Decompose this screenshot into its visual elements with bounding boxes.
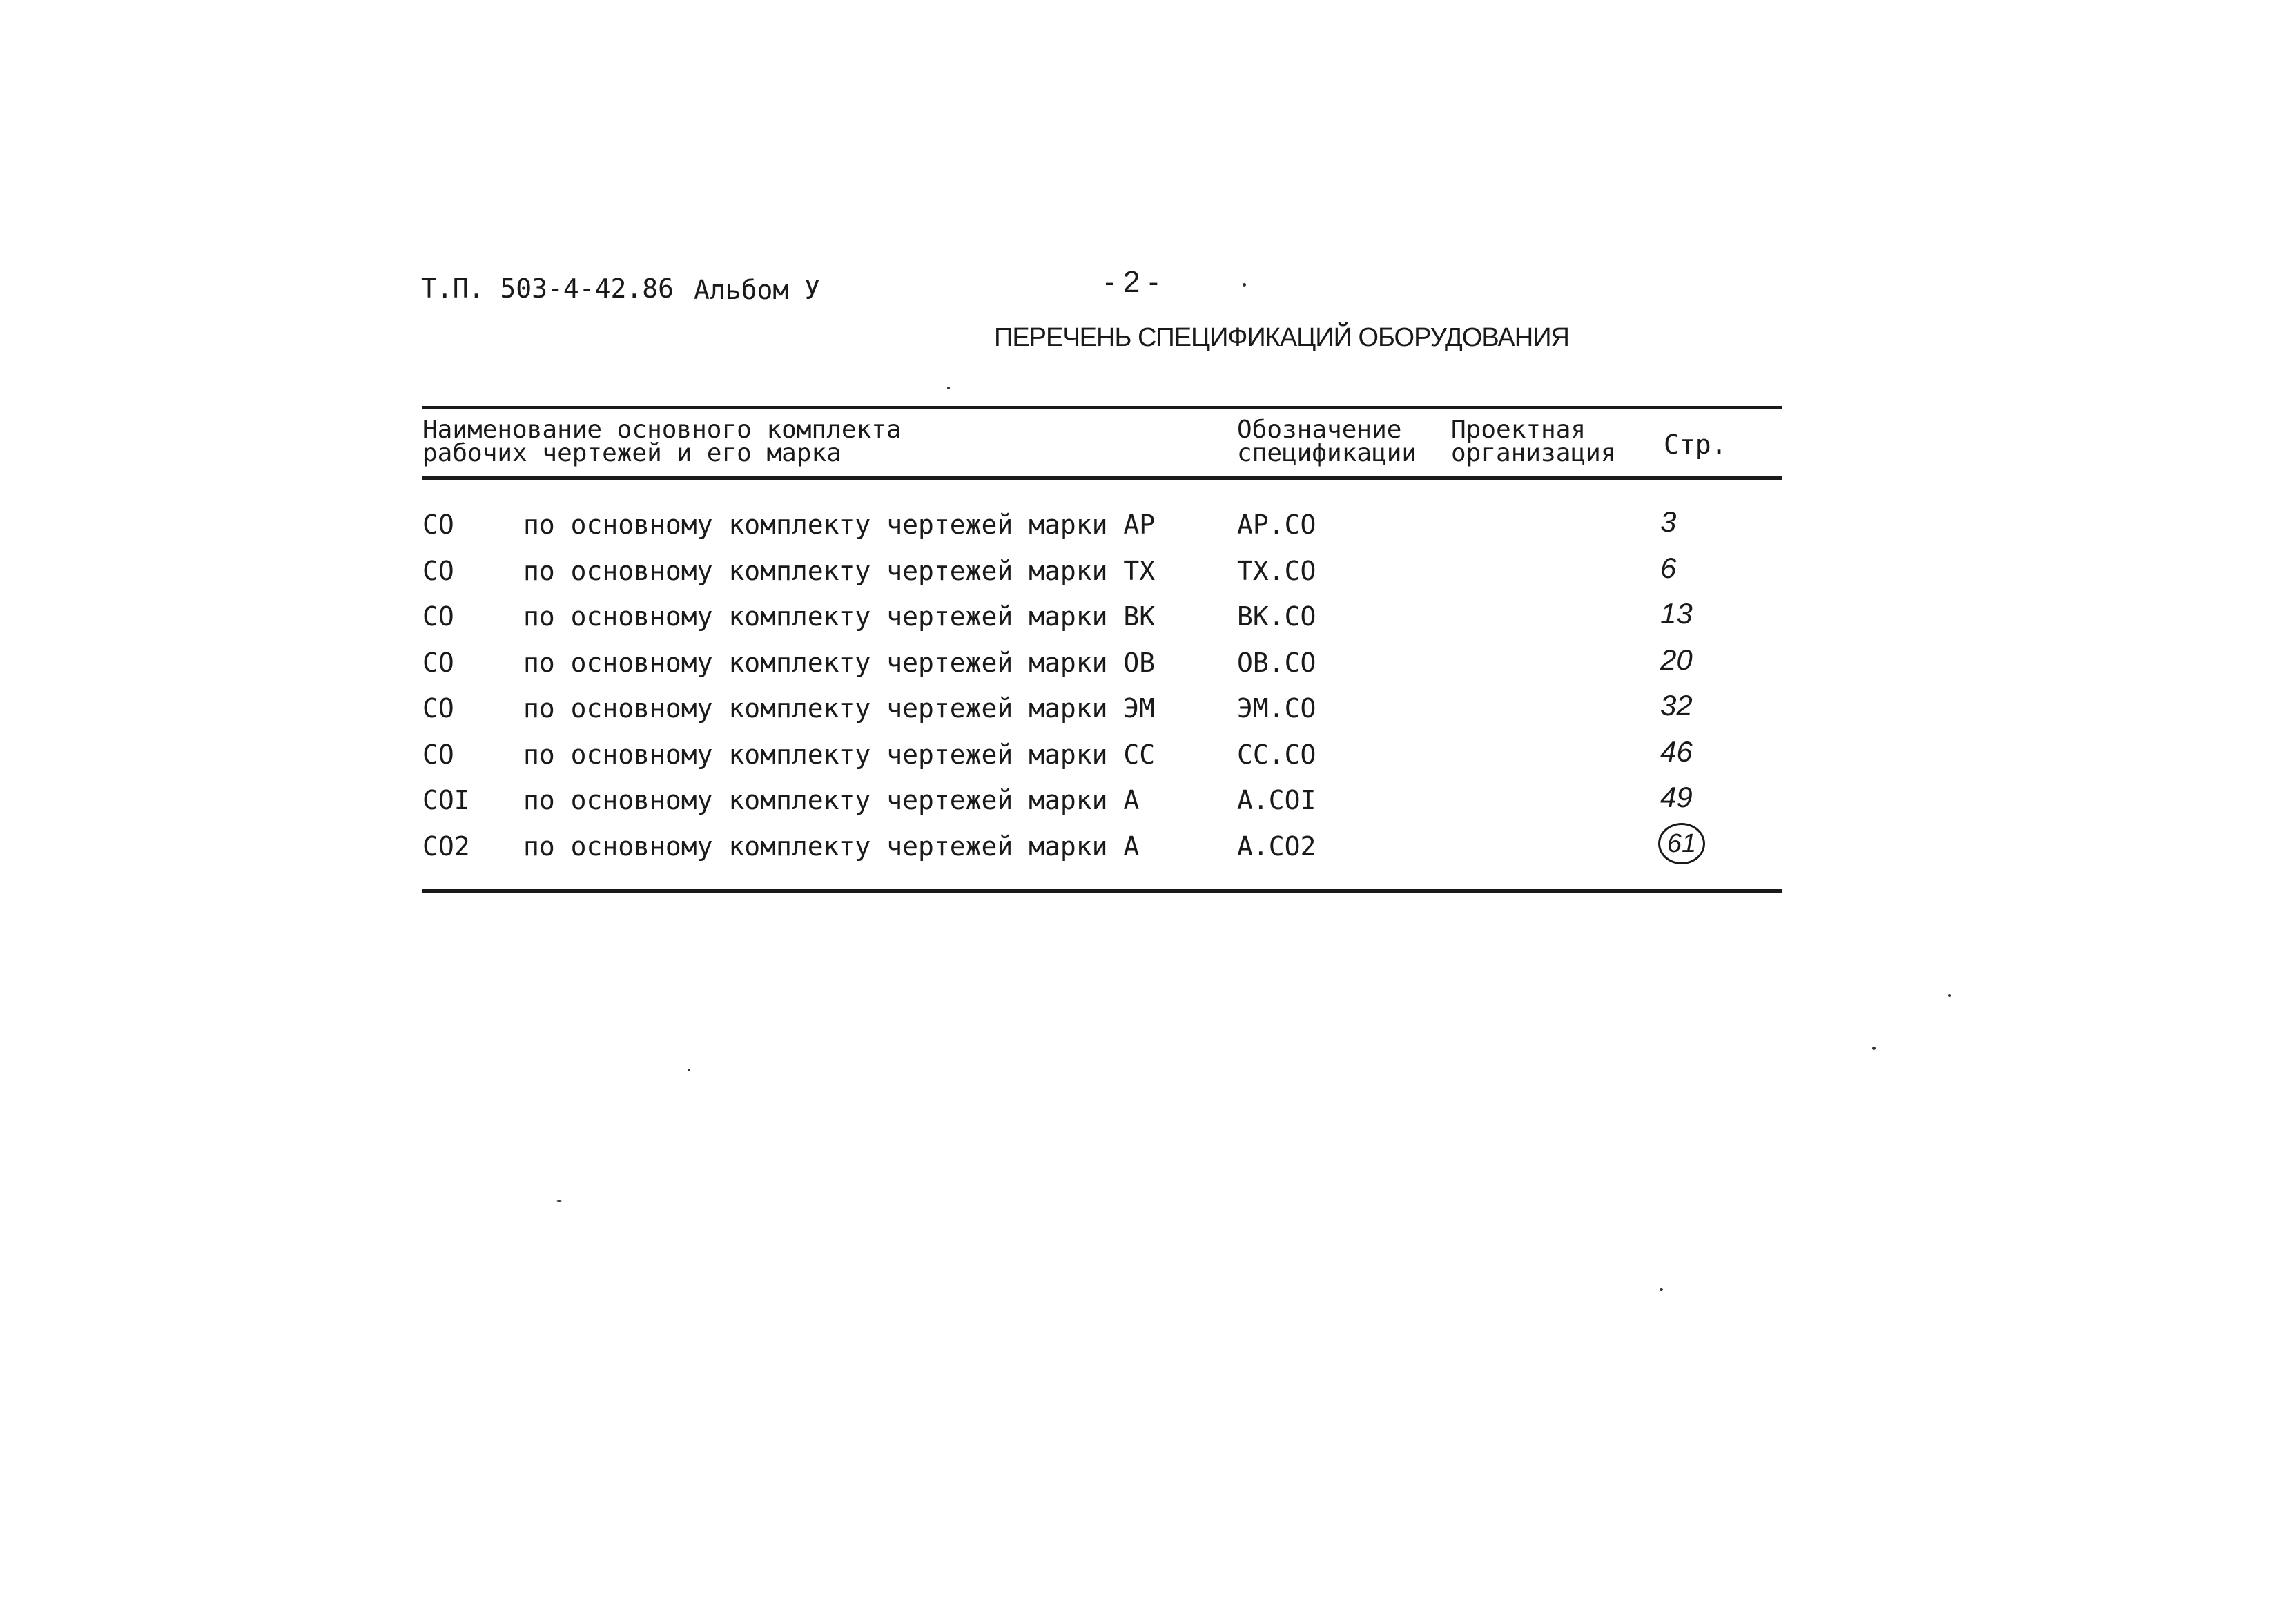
row-page: 13 <box>1660 597 1693 630</box>
page-number: - 2 - <box>1105 265 1159 299</box>
scan-speck <box>556 1200 562 1202</box>
row-page: 49 <box>1660 781 1693 813</box>
row-spec: ОВ.СО <box>1237 647 1316 678</box>
column-header-name <box>422 418 902 465</box>
row-description: по основному комплекту чертежей марки АР <box>523 510 1156 540</box>
document-code: Т.П. 503-4-42.86 <box>421 273 674 304</box>
row-description: по основному комплекту чертежей марки ВК <box>523 601 1156 632</box>
table-bottom-rule <box>422 889 1782 893</box>
scan-speck <box>1872 1047 1876 1050</box>
table-row <box>0 689 2296 735</box>
column-header-spec <box>1237 418 1417 465</box>
row-spec: ЭМ.СО <box>1237 693 1316 724</box>
scan-speck <box>1243 283 1246 287</box>
table-row <box>0 735 2296 781</box>
row-spec: СС.СО <box>1237 739 1316 770</box>
album-label: Альбом У <box>694 275 821 305</box>
table-row <box>0 597 2296 643</box>
scan-speck <box>947 387 950 389</box>
table-row <box>0 828 2296 873</box>
table-header-rule <box>422 476 1782 480</box>
table-row <box>0 643 2296 689</box>
column-header-name-line1: Наименование основного комплекта <box>422 416 902 444</box>
scan-speck <box>688 1069 690 1071</box>
row-description: по основному комплекту чертежей марки ЭМ <box>523 693 1156 724</box>
column-header-name-line2: рабочих чертежей и его марка <box>422 439 841 467</box>
row-page: 46 <box>1660 735 1693 768</box>
scan-speck <box>1660 1288 1663 1291</box>
scan-speck <box>1948 994 1951 997</box>
row-page: 32 <box>1660 689 1693 721</box>
row-description: по основному комплекту чертежей марки А <box>523 785 1140 815</box>
row-code: СО <box>422 601 454 632</box>
row-spec: АР.СО <box>1237 510 1316 540</box>
row-spec: ВК.СО <box>1237 601 1316 632</box>
column-header-spec-line1: Обозначение <box>1237 416 1402 444</box>
row-code: СО <box>422 739 454 770</box>
row-page: 6 <box>1660 551 1677 584</box>
table-row <box>0 551 2296 597</box>
row-description: по основному комплекту чертежей марки А <box>523 831 1140 862</box>
row-page: 20 <box>1660 643 1693 676</box>
row-description: по основному комплекту чертежей марки ТХ <box>523 555 1156 586</box>
row-description: по основному комплекту чертежей марки ОВ <box>523 647 1156 678</box>
row-code: СОI <box>422 785 470 815</box>
row-spec: А.СОI <box>1237 785 1316 815</box>
table-row <box>0 781 2296 826</box>
row-page: 3 <box>1660 505 1677 538</box>
table-top-rule <box>422 406 1782 409</box>
row-code: СО <box>422 693 454 724</box>
row-code: СО2 <box>422 831 470 862</box>
row-code: СО <box>422 510 454 540</box>
column-header-spec-line2: спецификации <box>1237 439 1417 467</box>
column-header-org <box>1451 418 1615 465</box>
row-code: СО <box>422 647 454 678</box>
column-header-org-line2: организация <box>1451 439 1616 467</box>
row-code: СО <box>422 555 454 586</box>
table-row <box>0 505 2296 551</box>
column-header-org-line1: Проектная <box>1451 416 1586 444</box>
row-description: по основному комплекту чертежей марки СС <box>523 739 1156 770</box>
column-header-page: Стр. <box>1664 429 1727 460</box>
page-title: ПЕРЕЧЕНЬ СПЕЦИФИКАЦИЙ ОБОРУДОВАНИЯ <box>994 323 1569 352</box>
row-spec: ТХ.СО <box>1237 555 1316 586</box>
row-spec: А.СО2 <box>1237 831 1316 862</box>
row-page: 61 <box>1658 823 1705 864</box>
